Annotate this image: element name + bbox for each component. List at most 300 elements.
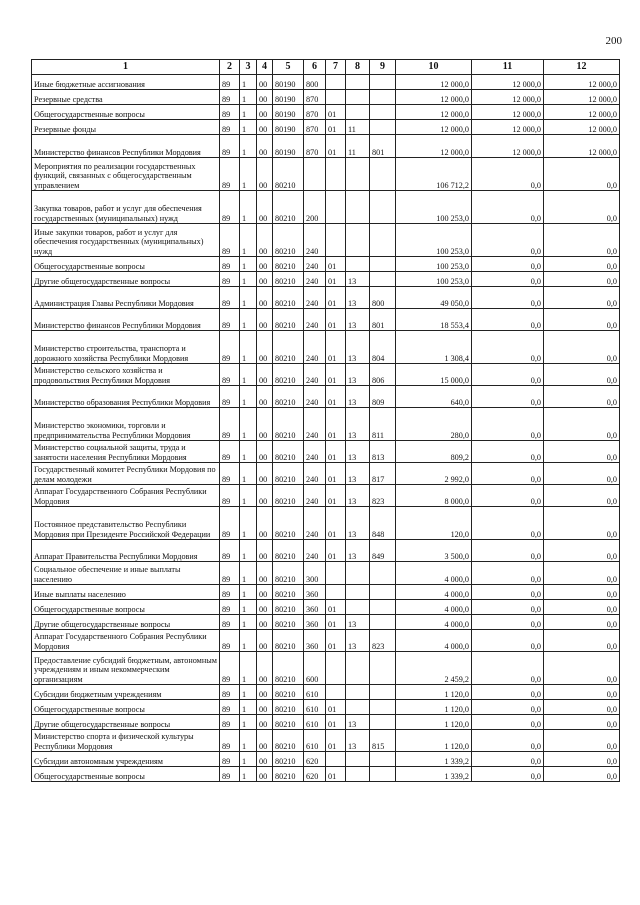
row-name-cell: Министерство образования Республики Мордовия — [32, 386, 220, 408]
table-cell: 00 — [257, 485, 273, 507]
table-row — [32, 441, 620, 463]
table-cell: 1 — [240, 652, 257, 685]
table-cell: 1 — [240, 562, 257, 585]
table-cell: 1 120,0 — [396, 700, 472, 715]
table-row — [32, 105, 620, 120]
table-cell: 12 000,0 — [472, 90, 544, 105]
table-cell: 00 — [257, 408, 273, 441]
table-cell: 12 000,0 — [544, 75, 620, 90]
table-cell: 100 253,0 — [396, 191, 472, 224]
table-cell: 80210 — [273, 652, 304, 685]
table-cell: 0,0 — [544, 585, 620, 600]
table-cell: 89 — [220, 540, 240, 562]
column-header: 6 — [304, 60, 326, 75]
table-cell: 2 992,0 — [396, 463, 472, 485]
row-name-cell: Аппарат Правительства Республики Мордовия — [32, 540, 220, 562]
table-cell — [346, 685, 370, 700]
table-cell: 80190 — [273, 120, 304, 135]
row-name-cell: Аппарат Государственного Собрания Республики Мордовия — [32, 485, 220, 507]
row-name-cell: Постоянное представительство Республики Мордовия при Президенте Российской Федерации — [32, 507, 220, 540]
table-cell: 870 — [304, 105, 326, 120]
table-row — [32, 600, 620, 615]
table-cell: 80210 — [273, 600, 304, 615]
table-cell: 13 — [346, 364, 370, 386]
table-cell: 00 — [257, 75, 273, 90]
table-cell: 80210 — [273, 715, 304, 730]
table-cell: 870 — [304, 90, 326, 105]
table-cell: 80210 — [273, 562, 304, 585]
table-cell: 0,0 — [472, 224, 544, 257]
table-cell — [370, 272, 396, 287]
table-cell: 13 — [346, 386, 370, 408]
table-row — [32, 191, 620, 224]
table-cell: 89 — [220, 158, 240, 191]
table-cell: 11 — [346, 135, 370, 158]
table-cell: 801 — [370, 309, 396, 331]
table-cell: 89 — [220, 224, 240, 257]
table-cell — [370, 75, 396, 90]
table-cell: 00 — [257, 309, 273, 331]
table-cell: 0,0 — [544, 715, 620, 730]
table-cell: 12 000,0 — [544, 120, 620, 135]
table-cell: 80210 — [273, 485, 304, 507]
row-name-cell: Государственный комитет Республики Мордовия по делам молодежи — [32, 463, 220, 485]
row-name-cell: Министерство строительства, транспорта и дорожного хозяйства Республики Мордовия — [32, 331, 220, 364]
table-cell: 0,0 — [544, 257, 620, 272]
table-cell: 0,0 — [472, 630, 544, 652]
table-row — [32, 331, 620, 364]
table-cell — [326, 75, 346, 90]
table-cell — [370, 191, 396, 224]
table-cell: 01 — [326, 507, 346, 540]
table-cell: 89 — [220, 287, 240, 309]
table-cell: 89 — [220, 652, 240, 685]
table-cell: 80210 — [273, 507, 304, 540]
table-cell: 00 — [257, 158, 273, 191]
table-cell: 13 — [346, 507, 370, 540]
table-cell: 0,0 — [472, 715, 544, 730]
table-cell: 12 000,0 — [472, 135, 544, 158]
row-name-cell: Субсидии автономным учреждениям — [32, 752, 220, 767]
table-cell — [346, 257, 370, 272]
table-cell: 1 308,4 — [396, 331, 472, 364]
table-cell — [326, 685, 346, 700]
table-cell: 01 — [326, 485, 346, 507]
table-cell: 80210 — [273, 309, 304, 331]
table-cell — [370, 600, 396, 615]
table-cell: 12 000,0 — [472, 105, 544, 120]
table-row — [32, 90, 620, 105]
row-name-cell: Министерство спорта и физической культуры Республики Мордовия — [32, 730, 220, 752]
table-cell: 0,0 — [472, 386, 544, 408]
table-cell: 13 — [346, 309, 370, 331]
table-cell: 89 — [220, 364, 240, 386]
row-name-cell: Мероприятия по реализации государственных функций, связанных с общегосударственным управлением — [32, 158, 220, 191]
table-row — [32, 287, 620, 309]
table-cell: 80210 — [273, 272, 304, 287]
table-cell: 89 — [220, 441, 240, 463]
table-cell: 1 339,2 — [396, 767, 472, 782]
table-cell: 00 — [257, 364, 273, 386]
table-cell: 1 — [240, 715, 257, 730]
table-cell: 01 — [326, 540, 346, 562]
table-cell: 1 — [240, 105, 257, 120]
table-cell: 620 — [304, 767, 326, 782]
table-cell: 0,0 — [472, 272, 544, 287]
table-cell: 0,0 — [472, 441, 544, 463]
table-row — [32, 507, 620, 540]
table-cell: 01 — [326, 730, 346, 752]
table-cell: 849 — [370, 540, 396, 562]
table-cell: 1 — [240, 257, 257, 272]
table-cell: 1 — [240, 224, 257, 257]
table-cell: 4 000,0 — [396, 600, 472, 615]
row-name-cell: Общегосударственные вопросы — [32, 257, 220, 272]
table-cell: 1 — [240, 272, 257, 287]
table-cell — [346, 75, 370, 90]
column-header: 12 — [544, 60, 620, 75]
table-cell: 1 — [240, 364, 257, 386]
table-cell: 49 050,0 — [396, 287, 472, 309]
row-name-cell: Другие общегосударственные вопросы — [32, 715, 220, 730]
table-cell: 01 — [326, 309, 346, 331]
table-cell: 00 — [257, 600, 273, 615]
table-row — [32, 767, 620, 782]
table-cell: 00 — [257, 287, 273, 309]
table-cell: 80210 — [273, 540, 304, 562]
table-row — [32, 272, 620, 287]
table-cell: 89 — [220, 120, 240, 135]
table-cell: 1 — [240, 441, 257, 463]
table-cell: 89 — [220, 507, 240, 540]
table-cell: 240 — [304, 408, 326, 441]
table-cell: 89 — [220, 105, 240, 120]
table-cell: 0,0 — [472, 752, 544, 767]
table-cell: 00 — [257, 615, 273, 630]
table-cell — [326, 652, 346, 685]
table-cell: 89 — [220, 272, 240, 287]
table-row — [32, 386, 620, 408]
table-cell: 01 — [326, 120, 346, 135]
table-cell: 800 — [370, 287, 396, 309]
table-cell: 89 — [220, 730, 240, 752]
table-body — [32, 75, 620, 782]
table-cell: 0,0 — [472, 191, 544, 224]
table-cell: 600 — [304, 652, 326, 685]
table-cell: 240 — [304, 272, 326, 287]
table-cell: 240 — [304, 540, 326, 562]
table-cell: 00 — [257, 585, 273, 600]
table-cell: 89 — [220, 135, 240, 158]
table-cell: 811 — [370, 408, 396, 441]
table-cell: 0,0 — [472, 287, 544, 309]
table-cell: 815 — [370, 730, 396, 752]
table-cell: 610 — [304, 730, 326, 752]
table-cell: 610 — [304, 715, 326, 730]
table-cell — [326, 585, 346, 600]
table-cell: 01 — [326, 600, 346, 615]
table-row — [32, 257, 620, 272]
table-cell: 00 — [257, 463, 273, 485]
table-row — [32, 615, 620, 630]
table-cell — [370, 90, 396, 105]
table-cell — [346, 752, 370, 767]
table-cell: 89 — [220, 408, 240, 441]
table-cell: 0,0 — [472, 257, 544, 272]
column-header: 10 — [396, 60, 472, 75]
row-name-cell: Министерство финансов Республики Мордовия — [32, 135, 220, 158]
table-cell — [346, 191, 370, 224]
table-cell — [370, 257, 396, 272]
table-cell: 13 — [346, 615, 370, 630]
table-row — [32, 364, 620, 386]
table-cell: 13 — [346, 287, 370, 309]
table-cell: 100 253,0 — [396, 257, 472, 272]
table-cell: 240 — [304, 441, 326, 463]
table-cell: 0,0 — [544, 191, 620, 224]
table-cell: 0,0 — [472, 600, 544, 615]
table-cell: 01 — [326, 287, 346, 309]
table-cell: 0,0 — [544, 615, 620, 630]
column-header: 1 — [32, 60, 220, 75]
table-cell: 1 — [240, 485, 257, 507]
table-cell: 1 — [240, 685, 257, 700]
column-header: 11 — [472, 60, 544, 75]
row-name-cell: Закупка товаров, работ и услуг для обеспечения государственных (муниципальных) нужд — [32, 191, 220, 224]
column-header: 5 — [273, 60, 304, 75]
table-cell: 809 — [370, 386, 396, 408]
table-cell: 00 — [257, 507, 273, 540]
table-cell — [346, 652, 370, 685]
table-cell: 01 — [326, 630, 346, 652]
table-cell: 89 — [220, 191, 240, 224]
table-cell: 01 — [326, 135, 346, 158]
table-cell: 89 — [220, 585, 240, 600]
table-cell: 4 000,0 — [396, 615, 472, 630]
table-row — [32, 309, 620, 331]
table-cell: 00 — [257, 730, 273, 752]
table-cell — [370, 585, 396, 600]
table-cell: 0,0 — [472, 309, 544, 331]
table-cell: 0,0 — [472, 562, 544, 585]
table-cell: 12 000,0 — [396, 90, 472, 105]
table-cell: 0,0 — [544, 463, 620, 485]
table-cell: 80210 — [273, 752, 304, 767]
table-cell: 240 — [304, 386, 326, 408]
table-cell: 12 000,0 — [396, 105, 472, 120]
table-cell: 89 — [220, 75, 240, 90]
table-cell: 00 — [257, 90, 273, 105]
table-cell: 00 — [257, 540, 273, 562]
table-cell: 00 — [257, 441, 273, 463]
table-cell: 80210 — [273, 630, 304, 652]
table-cell: 80210 — [273, 441, 304, 463]
table-cell: 89 — [220, 767, 240, 782]
table-cell: 120,0 — [396, 507, 472, 540]
table-cell — [370, 158, 396, 191]
table-cell: 0,0 — [472, 652, 544, 685]
table-cell: 00 — [257, 191, 273, 224]
table-cell: 13 — [346, 485, 370, 507]
table-cell: 01 — [326, 331, 346, 364]
table-cell: 12 000,0 — [396, 75, 472, 90]
table-cell: 1 — [240, 120, 257, 135]
table-cell: 240 — [304, 485, 326, 507]
table-cell: 4 000,0 — [396, 585, 472, 600]
table-cell: 13 — [346, 540, 370, 562]
table-cell: 0,0 — [472, 507, 544, 540]
table-cell: 89 — [220, 715, 240, 730]
table-cell: 870 — [304, 135, 326, 158]
table-row — [32, 630, 620, 652]
table-cell: 610 — [304, 700, 326, 715]
table-cell: 1 — [240, 630, 257, 652]
table-cell: 80210 — [273, 685, 304, 700]
table-cell: 80190 — [273, 90, 304, 105]
table-cell: 89 — [220, 600, 240, 615]
table-cell — [346, 700, 370, 715]
column-header: 9 — [370, 60, 396, 75]
table-cell — [326, 752, 346, 767]
table-cell: 89 — [220, 331, 240, 364]
table-cell: 00 — [257, 752, 273, 767]
table-cell: 89 — [220, 386, 240, 408]
table-cell: 80210 — [273, 287, 304, 309]
row-name-cell: Другие общегосударственные вопросы — [32, 272, 220, 287]
table-cell — [346, 585, 370, 600]
table-cell — [370, 767, 396, 782]
table-cell: 240 — [304, 507, 326, 540]
table-cell: 89 — [220, 257, 240, 272]
table-cell — [370, 685, 396, 700]
row-name-cell: Резервные фонды — [32, 120, 220, 135]
table-cell: 300 — [304, 562, 326, 585]
table-cell — [346, 105, 370, 120]
table-cell: 00 — [257, 767, 273, 782]
table-cell: 240 — [304, 309, 326, 331]
table-cell: 817 — [370, 463, 396, 485]
table-cell: 12 000,0 — [396, 135, 472, 158]
table-cell: 00 — [257, 257, 273, 272]
table-cell: 01 — [326, 408, 346, 441]
table-cell: 360 — [304, 600, 326, 615]
table-cell: 12 000,0 — [472, 75, 544, 90]
table-row — [32, 652, 620, 685]
row-name-cell: Иные закупки товаров, работ и услуг для обеспечения государственных (муниципальных) нужд — [32, 224, 220, 257]
table-cell: 1 — [240, 600, 257, 615]
column-header: 4 — [257, 60, 273, 75]
table-cell: 89 — [220, 90, 240, 105]
table-cell: 80210 — [273, 767, 304, 782]
table-cell: 0,0 — [544, 767, 620, 782]
table-cell — [346, 562, 370, 585]
table-cell: 1 — [240, 191, 257, 224]
table-row — [32, 715, 620, 730]
table-cell: 00 — [257, 224, 273, 257]
table-cell: 12 000,0 — [472, 120, 544, 135]
table-cell: 89 — [220, 463, 240, 485]
table-cell: 80210 — [273, 730, 304, 752]
table-cell: 80210 — [273, 463, 304, 485]
table-cell: 0,0 — [544, 272, 620, 287]
table-cell: 200 — [304, 191, 326, 224]
table-cell: 1 — [240, 507, 257, 540]
table-cell — [370, 615, 396, 630]
table-cell: 0,0 — [544, 441, 620, 463]
table-cell: 1 — [240, 615, 257, 630]
table-cell: 0,0 — [544, 752, 620, 767]
table-cell: 806 — [370, 364, 396, 386]
table-cell: 1 — [240, 287, 257, 309]
table-cell — [370, 752, 396, 767]
row-name-cell: Министерство финансов Республики Мордовия — [32, 309, 220, 331]
table-cell: 1 — [240, 463, 257, 485]
table-cell: 360 — [304, 585, 326, 600]
row-name-cell: Иные выплаты населению — [32, 585, 220, 600]
table-cell: 0,0 — [472, 700, 544, 715]
table-cell: 0,0 — [544, 630, 620, 652]
table-cell: 0,0 — [544, 158, 620, 191]
table-cell: 80190 — [273, 105, 304, 120]
table-cell: 823 — [370, 630, 396, 652]
table-row — [32, 463, 620, 485]
table-cell: 00 — [257, 272, 273, 287]
table-cell: 89 — [220, 485, 240, 507]
table-cell: 01 — [326, 700, 346, 715]
table-cell: 100 253,0 — [396, 272, 472, 287]
table-cell: 106 712,2 — [396, 158, 472, 191]
table-cell: 800 — [304, 75, 326, 90]
table-cell: 80210 — [273, 386, 304, 408]
table-cell: 360 — [304, 630, 326, 652]
table-cell: 01 — [326, 364, 346, 386]
table-cell: 13 — [346, 715, 370, 730]
table-cell: 0,0 — [472, 585, 544, 600]
table-cell: 240 — [304, 463, 326, 485]
table-cell: 620 — [304, 752, 326, 767]
table-cell: 1 — [240, 90, 257, 105]
table-cell: 0,0 — [472, 463, 544, 485]
table-cell: 1 — [240, 386, 257, 408]
table-cell — [370, 105, 396, 120]
column-header: 2 — [220, 60, 240, 75]
table-cell — [346, 158, 370, 191]
table-cell: 13 — [346, 331, 370, 364]
table-cell: 01 — [326, 463, 346, 485]
table-cell — [370, 562, 396, 585]
table-cell: 360 — [304, 615, 326, 630]
table-cell: 80210 — [273, 408, 304, 441]
table-cell — [370, 224, 396, 257]
row-name-cell: Министерство социальной защиты, труда и занятости населения Республики Мордовия — [32, 441, 220, 463]
table-row — [32, 685, 620, 700]
table-cell: 13 — [346, 272, 370, 287]
table-cell: 1 — [240, 700, 257, 715]
row-name-cell: Другие общегосударственные вопросы — [32, 615, 220, 630]
row-name-cell: Предоставление субсидий бюджетным, автономным учреждениям и иным некоммерческим организациям — [32, 652, 220, 685]
row-name-cell: Администрация Главы Республики Мордовия — [32, 287, 220, 309]
table-cell — [346, 767, 370, 782]
table-cell: 610 — [304, 685, 326, 700]
table-cell: 0,0 — [472, 730, 544, 752]
table-cell — [370, 120, 396, 135]
table-cell: 00 — [257, 652, 273, 685]
table-cell: 80210 — [273, 257, 304, 272]
row-name-cell: Общегосударственные вопросы — [32, 105, 220, 120]
table-cell: 1 — [240, 540, 257, 562]
column-header: 8 — [346, 60, 370, 75]
table-cell: 240 — [304, 224, 326, 257]
